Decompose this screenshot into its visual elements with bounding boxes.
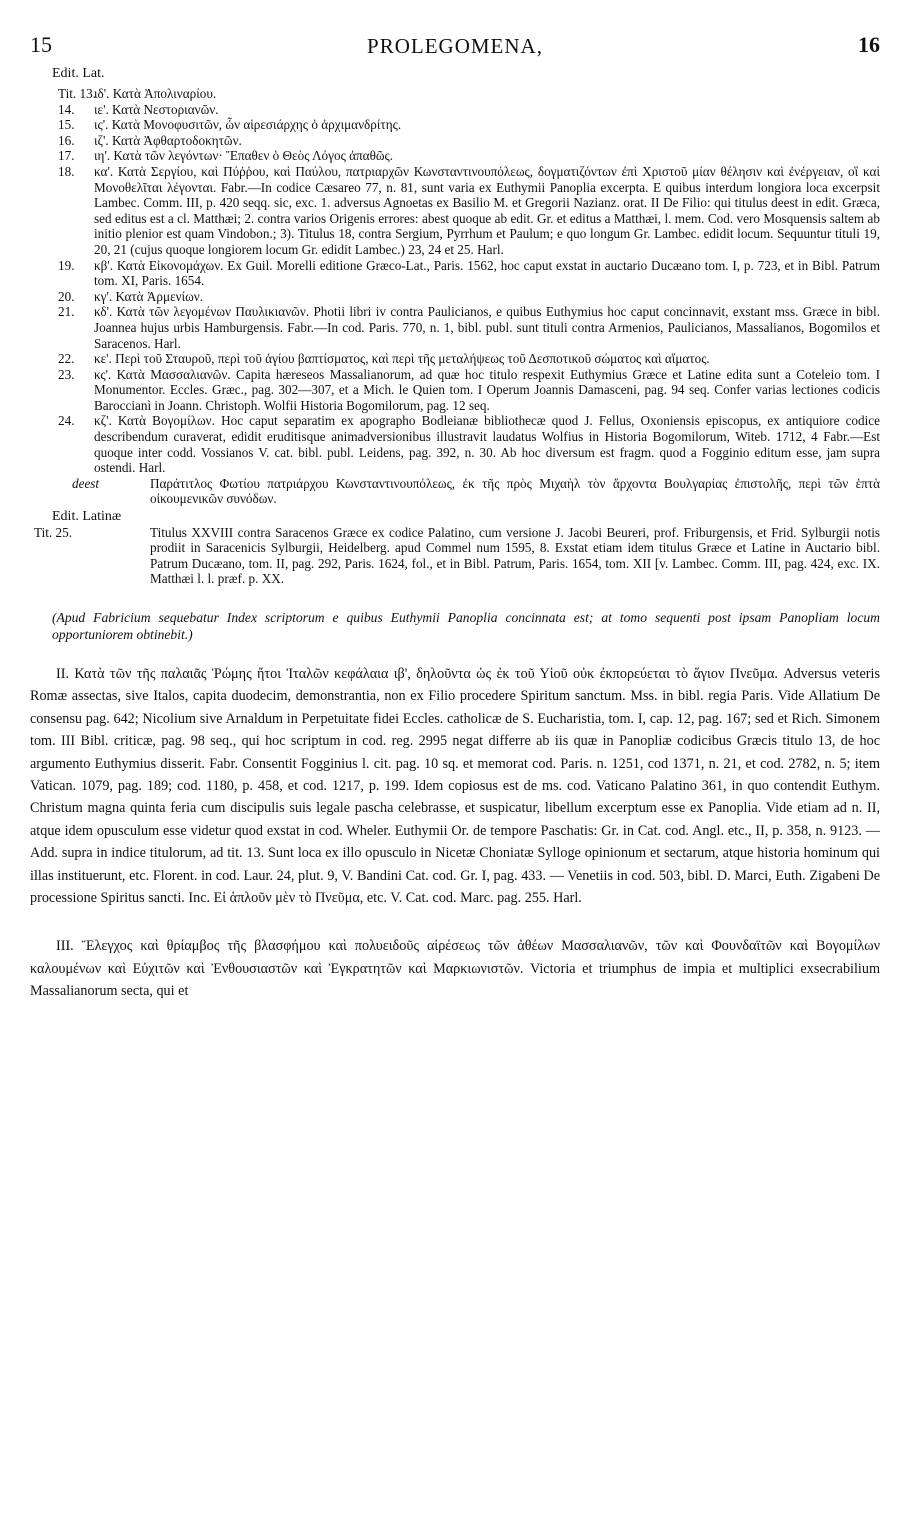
- entry-number: 16.: [58, 132, 75, 148]
- edition-label: Edit. Lat.: [52, 66, 105, 81]
- entry-number: 17.: [58, 148, 75, 164]
- entry-text: Παράτιτλος Φωτίου πατριάρχου Κωνσταντινουπόλεως, ἐκ τῆς πρὸς Μιχαὴλ τὸν ἄρχοντα Βουλγαρίας ἐπιστολῆς, περὶ τῶν ἑπτὰ οἰκουμενικῶν συνόδων.: [150, 475, 880, 507]
- entry-text: ις'. Κατὰ Μονοφυσιτῶν, ὧν αἱρεσιάρχης ὁ ἀρχιμανδρίτης.: [94, 117, 402, 133]
- entry-text: κδ'. Κατὰ τῶν λεγομένων Παυλικιανῶν. Photii libri iv contra Paulicianos, e quibus Euthymius hoc caput concinnavit, exstant mss. Græce in bibl. Joannea hujus urbis Hamburgensis. Fabr.—In cod. Paris. 770, n. 1, bibl. publ. sunt tituli contra Armenios, Paulicianos, Massalianos, Bogomilos et Saracenos. Harl.: [94, 304, 880, 351]
- entry-text: κα'. Κατὰ Σεργίου, καὶ Πύῤῥου, καὶ Παύλου, πατριαρχῶν Κωνσταντινουπόλεως, δογματιζόντων ἐπὶ Χριστοῦ μίαν θέλησιν καὶ ἐνέργειαν, οἳ καὶ Μονοθελῖται λέγονται. Fabr.—In codice Cæsareo 77, n. 81, sunt varia ex Euthymii Panoplia excerpta. E quibus interdum longiora loca excerpsit Lambec. Comm. III, p. 420 seqq. sic, exc. 1. adversus Agnoetas ex Basilio M. et Gregorii Nazianz. orat. II De Filio: qui titulus deest in edit. Græca, sed editus est a cl. Matthæi; 2. contra varios Origenis errores: abest quoque ab edit. Gr. et editus a Matthæi, l. mem. Cod. vero Mosquensis saltem ab initio plenior est quam Vindobon.; 3). Titulus 18, contra Sergium, Pyrrhum et Paulum; e quo longum Gr. Lambec. edidit locum. Sequuntur tituli 19, 20, 21 (cujus quoque longiorem locum Gr. edidit Lambec.) 23, 24 et 25. Harl.: [94, 163, 880, 257]
- list-item: [30, 289, 880, 305]
- list-item: [30, 102, 880, 118]
- list-item: [30, 117, 880, 133]
- entry-text: κβ'. Κατὰ Εἰκονομάχων. Ex Guil. Morelli editione Græco-Lat., Paris. 1562, hoc caput exstat in auctario Ducæano tom. I, p. 723, et in Bibl. Patrum tom. XI, Paris. 1654.: [94, 257, 880, 289]
- list-item: [30, 148, 880, 164]
- entry-number: 23.: [58, 366, 75, 382]
- entry-number: Tit. 25.: [34, 524, 72, 540]
- entry-text: ιδ'. Κατὰ Ἀπολιναρίου.: [94, 86, 217, 101]
- entry-text: ιζ'. Κατὰ Ἀφθαρτοδοκητῶν.: [94, 132, 242, 148]
- list-item: [30, 367, 880, 414]
- list-item: [30, 351, 880, 367]
- title-list: [30, 86, 880, 1003]
- list-item: [30, 413, 880, 475]
- entry-number: deest: [72, 475, 100, 491]
- entry-text: Titulus XXVIII contra Saracenos Græce ex codice Palatino, cum versione J. Jacobi Beureri, prof. Friburgensis, et Frid. Sylburgii notis prodiit in Saracenicis Sylburgii, Heidelberg. apud Commel num 1595, 8. Exstat etiam idem titulus Græce et Latine in Auctario bibl. Patrum Ducæano, tom. II, pag. 292, Paris. 1624, fol., et in Bibl. Patrum, Paris. 1654, tom. XII [v. Lambec. Comm. III, pag. 424, exc. IX. Matthæi l. l. præf. p. XX.: [150, 524, 880, 587]
- running-header: [30, 32, 880, 60]
- list-item: [30, 86, 880, 102]
- entry-text: ιη'. Κατὰ τῶν λεγόντων· Ἔπαθεν ὁ Θεὸς Λόγος ἀπαθῶς.: [94, 148, 394, 164]
- section-heading: Edit. Latinæ: [52, 509, 122, 525]
- entry-number: Tit. 13.: [58, 86, 96, 101]
- entry-number: 24.: [58, 413, 75, 429]
- entry-text: κγ'. Κατὰ Ἀρμενίων.: [94, 288, 204, 304]
- page-number-left: 15: [30, 32, 52, 57]
- entry-number: 22.: [58, 351, 75, 367]
- paragraph-III: III. Ἔλεγχος καὶ θρίαμβος τῆς βλασφήμου καὶ πολυειδοῦς αἱρέσεως τῶν ἀθέων Μασσαλιανῶν, τῶν καὶ Φουνδαϊτῶν καὶ Βογομίλων καλουμένων καὶ Εὐχιτῶν καὶ Ἐνθουσιαστῶν καὶ Ἐγκρατητῶν καὶ Μαρκιωνιστῶν. Victoria et triumphus de impia et multiplici exsecrabilium Massalianorum secta, qui et: [30, 938, 880, 1000]
- entry-number: 20.: [58, 288, 75, 304]
- list-item: [30, 258, 880, 289]
- page-number-right: 16: [858, 32, 880, 57]
- list-item: [30, 476, 880, 507]
- list-item: [30, 525, 880, 587]
- editorial-note: (Apud Fabricium sequebatur Index scriptorum e quibus Euthymii Panoplia concinnata est; at tomo sequenti post ipsam Panopliam locum opportuniorem obtinebit.): [52, 610, 880, 642]
- list-item: [30, 133, 880, 149]
- entry-number: 14.: [58, 101, 75, 117]
- page-title: PROLEGOMENA,: [367, 34, 543, 58]
- entry-text: κς'. Κατὰ Μασσαλιανῶν. Capita hæreseos Massalianorum, ad quæ hoc titulo respexit Euthymius Græce et Latine edita sunt a Coteleio tom. I Monumentor. Eccles. Græc., pag. 302—307, et a Mich. le Quien tom. I Operum Joannis Damasceni, pag. 94 seq. Confer varias lectiones codicis Baroccianì in Joann. Christoph. Wolfii Historia Bogomilorum, pag. 12 seq.: [94, 366, 880, 413]
- list-item: [30, 304, 880, 351]
- entry-number: 19.: [58, 257, 75, 273]
- entry-number: 15.: [58, 117, 75, 133]
- entry-number: 21.: [58, 304, 75, 320]
- list-item: [30, 164, 880, 258]
- entry-number: 18.: [58, 163, 75, 179]
- entry-text: ιε'. Κατὰ Νεστοριανῶν.: [94, 101, 219, 117]
- paragraph-II: II. Κατὰ τῶν τῆς παλαιᾶς Ῥώμης ἤτοι Ἰταλῶν κεφάλαια ιβ', δηλοῦντα ὡς ἐκ τοῦ Υἱοῦ οὐκ ἐκπορεύεται τὸ ἅγιον Πνεῦμα. Adversus veteris Romæ assectas, sive Italos, capita duodecim, demonstrantia, non ex Filio procedere Spiritum sanctum. Mss. in bibl. regia Paris. Vide Allatium De consensu pag. 642; Nicolium sive Arnaldum in Perpetuitate fidei Eccles. catholicæ de S. Eucharistia, tom. I, cap. 12, pag. 167; sed et Rich. Simonem tom. III Bibl. criticæ, pag. 98 seq., qui hoc scriptum in cod. reg. 2995 negat differre ab iis quæ in Panopliæ codicibus Græcis titulo 13, de hoc argumento Euthymius disserit. Fabr. Consentit Fogginius l. cit. pag. 10 sq. et memorat cod. Paris. n. 1251, cod 1371, n. 21, et cod. 2782, n. 5; item Vatican. 1079, pag. 189; cod. 1180, p. 458, et cod. 1217, p. 199. Idem copiosus est de ms. cod. Vaticano Palatino 361, in quo contendit Euthym. Christum magna quinta feria cum discipulis suis legale pascha celebrasse, et suspicatur, libellum excerptum esse ex Panoplia. Vide etiam ad n. II, atque idem opusculum esse videtur quod exstat in cod. Wheler. Euthymii Or. de tempore Paschatis: Gr. in Cat. cod. Angl. etc., II, p. 358, n. 9123. — Add. supra in indice titulorum, ad tit. 13. Sunt loca ex illo opusculo in Nicetæ Choniatæ Sylloge opinionum et sectarum, atque historia hominum qui illas instituerunt, etc. Florent. in cod. Laur. 24, plut. 9, V. Bandini Cat. cod. Gr. I, pag. 433. — Venetiis in cod. 503, bibl. D. Marci, Euth. Zigabeni De processione Spiritus sancti. Inc. Εἰ ἁπλοῦν μὲν τὸ Πνεῦμα, etc. V. Cat. cod. Marc. pag. 255. Harl.: [30, 666, 880, 907]
- entry-text: κζ'. Κατὰ Βογομίλων. Hoc caput separatim ex apographo Bodleianæ bibliothecæ quod J. Fellus, Oxoniensis episcopus, ex antiquiore codice describendum curaverat, edidit eruditisque animadversionibus illustravit laudatus Wolfius in Historia Bogomilorum, Witeb. 1712, 4 Fabr.—Est quoque inter codd. Vossianos V. cat. bibl. publ. Leidens, pag. 392, n. 30. Ab hoc diversum est fragm. quod a Fogginio editum esse, jam supra ostendi. Harl.: [94, 413, 880, 476]
- entry-text: κε'. Περὶ τοῦ Σταυροῦ, περὶ τοῦ ἁγίου βαπτίσματος, καὶ περὶ τῆς μεταλήψεως τοῦ Δεσποτικοῦ σώματος καὶ αἵματος.: [94, 351, 710, 367]
